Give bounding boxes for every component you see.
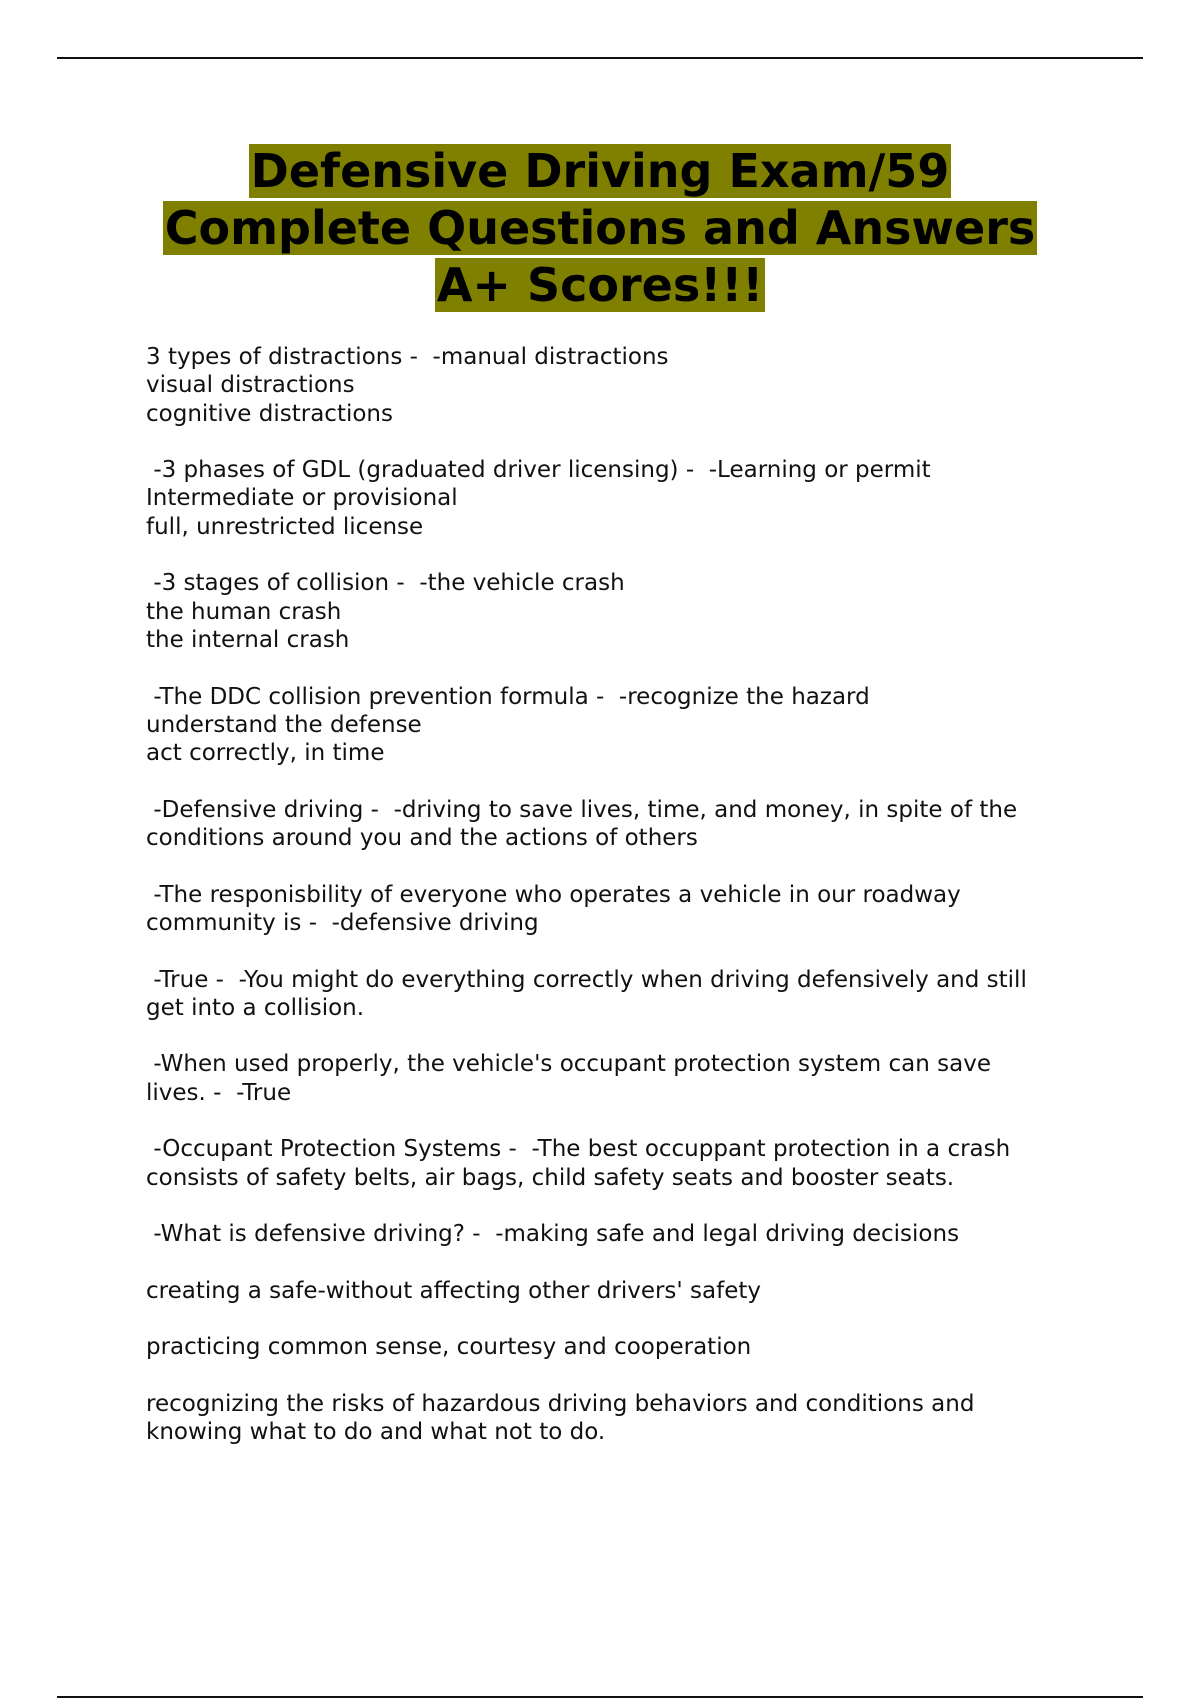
- qa-item: [146, 966, 1096, 1023]
- qa-line: understand the defense: [146, 711, 422, 738]
- qa-item: [146, 881, 1096, 938]
- qa-line: knowing what to do and what not to do.: [146, 1419, 606, 1446]
- qa-item: [146, 796, 1096, 853]
- qa-line: -3 stages of collision - -the vehicle crash: [146, 570, 625, 597]
- qa-line: consists of safety belts, air bags, child safety seats and booster seats.: [146, 1164, 955, 1191]
- qa-item: [146, 683, 1096, 768]
- qa-line: -When used properly, the vehicle's occupant protection system can save: [146, 1051, 991, 1078]
- qa-line: lives. - -True: [146, 1079, 292, 1106]
- title-line-2: Complete Questions and Answers: [164, 201, 1036, 255]
- qa-line: -True - -You might do everything correctly when driving defensively and still: [146, 966, 1027, 993]
- qa-line: community is - -defensive driving: [146, 909, 539, 936]
- document-title: [100, 143, 1100, 314]
- qa-line: creating a safe-without affecting other drivers' safety: [146, 1277, 761, 1304]
- qa-item: [146, 1390, 1096, 1447]
- qa-item: [146, 1333, 1096, 1361]
- qa-item: [146, 456, 1096, 541]
- qa-line: -Defensive driving - -driving to save lives, time, and money, in spite of the: [146, 796, 1018, 823]
- qa-line: -The DDC collision prevention formula - -recognize the hazard: [146, 683, 870, 710]
- bottom-rule: [57, 1696, 1143, 1698]
- qa-line: practicing common sense, courtesy and cooperation: [146, 1334, 752, 1361]
- qa-line: full, unrestricted license: [146, 513, 424, 540]
- qa-item: [146, 343, 1096, 428]
- qa-line: conditions around you and the actions of others: [146, 825, 698, 852]
- qa-line: cognitive distractions: [146, 400, 393, 427]
- qa-line: the internal crash: [146, 626, 350, 653]
- qa-item: [146, 1050, 1096, 1107]
- qa-line: -3 phases of GDL (graduated driver licensing) - -Learning or permit: [146, 457, 931, 484]
- qa-line: Intermediate or provisional: [146, 485, 458, 512]
- qa-line: -What is defensive driving? - -making safe and legal driving decisions: [146, 1221, 960, 1248]
- qa-item: [146, 569, 1096, 654]
- title-line-1: Defensive Driving Exam/59: [250, 144, 950, 198]
- qa-line: visual distractions: [146, 372, 355, 399]
- qa-line: recognizing the risks of hazardous driving behaviors and conditions and: [146, 1390, 975, 1417]
- qa-line: -The responisbility of everyone who operates a vehicle in our roadway: [146, 881, 961, 908]
- qa-line: 3 types of distractions - -manual distractions: [146, 344, 669, 370]
- qa-line: get into a collision.: [146, 994, 365, 1021]
- qa-item: [146, 1277, 1096, 1305]
- qa-line: act correctly, in time: [146, 740, 385, 767]
- qa-line: -Occupant Protection Systems - -The best occuppant protection in a crash: [146, 1136, 1011, 1163]
- title-line-3: A+ Scores!!!: [436, 258, 764, 312]
- qa-list: [146, 343, 1096, 1475]
- qa-item: [146, 1135, 1096, 1192]
- qa-item: [146, 1220, 1096, 1248]
- qa-line: the human crash: [146, 598, 342, 625]
- top-rule: [57, 57, 1143, 59]
